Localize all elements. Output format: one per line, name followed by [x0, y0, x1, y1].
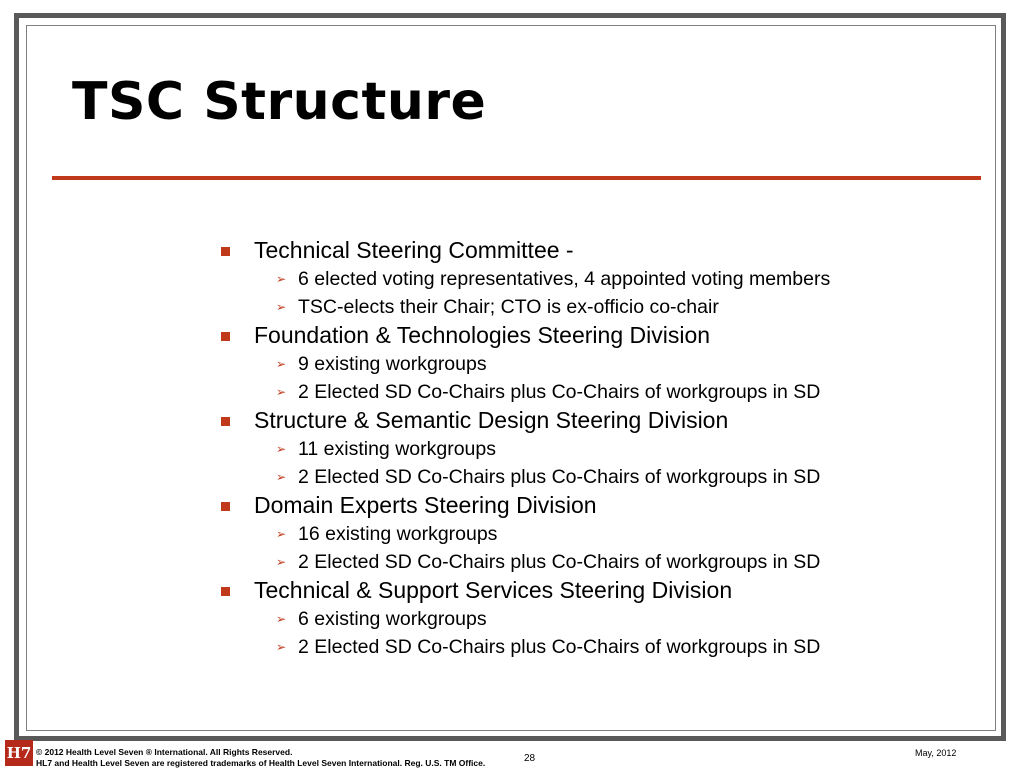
bullet-item — [214, 406, 984, 491]
sub-bullet-item — [254, 293, 984, 321]
bullet-item — [214, 321, 984, 406]
sub-bullet-item — [254, 435, 984, 463]
sub-bullet-item — [254, 605, 984, 633]
footer-date: May, 2012 — [915, 748, 957, 758]
arrow-bullet-icon: ➢ — [276, 442, 287, 456]
arrow-bullet-icon: ➢ — [276, 470, 287, 484]
arrow-bullet-icon: ➢ — [276, 300, 287, 314]
sub-bullet-item — [254, 463, 984, 491]
arrow-bullet-icon: ➢ — [276, 612, 287, 626]
page-number: 28 — [524, 753, 536, 764]
arrow-bullet-icon: ➢ — [276, 272, 287, 286]
sub-bullet-list — [254, 520, 984, 576]
sub-bullet-item — [254, 548, 984, 576]
bullet-text: Structure & Semantic Design Steering Division — [254, 407, 729, 433]
bullet-text: Domain Experts Steering Division — [254, 492, 597, 518]
sub-bullet-text: 16 existing workgroups — [298, 523, 498, 545]
square-bullet-icon — [221, 502, 230, 511]
square-bullet-icon — [221, 587, 230, 596]
bullet-item — [214, 236, 984, 321]
sub-bullet-item — [254, 350, 984, 378]
sub-bullet-item — [254, 378, 984, 406]
sub-bullet-text: 9 existing workgroups — [298, 353, 487, 375]
bullet-list — [214, 236, 984, 661]
slide-title: TSC Structure — [72, 72, 487, 132]
bullet-text: Technical Steering Committee - — [254, 237, 574, 263]
title-underline — [52, 176, 981, 180]
arrow-bullet-icon: ➢ — [276, 357, 287, 371]
sub-bullet-text: 11 existing workgroups — [298, 438, 496, 460]
sub-bullet-item — [254, 265, 984, 293]
arrow-bullet-icon: ➢ — [276, 527, 287, 541]
trademark-text: HL7 and Health Level Seven are registered trademarks of Health Level Seven International. Reg. U.S. TM Office. — [36, 758, 486, 768]
sub-bullet-list — [254, 350, 984, 406]
square-bullet-icon — [221, 247, 230, 256]
sub-bullet-text: 2 Elected SD Co-Chairs plus Co-Chairs of workgroups in SD — [298, 636, 821, 658]
copyright-text: © 2012 Health Level Seven ® International. All Rights Reserved. — [36, 747, 293, 757]
sub-bullet-item — [254, 520, 984, 548]
arrow-bullet-icon: ➢ — [276, 385, 287, 399]
bullet-text: Technical & Support Services Steering Division — [254, 577, 733, 603]
sub-bullet-text: 6 elected voting representatives, 4 appointed voting members — [298, 268, 831, 290]
sub-bullet-list — [254, 265, 984, 321]
sub-bullet-item — [254, 633, 984, 661]
arrow-bullet-icon: ➢ — [276, 640, 287, 654]
sub-bullet-text: 2 Elected SD Co-Chairs plus Co-Chairs of workgroups in SD — [298, 381, 821, 403]
footer-legal — [36, 747, 485, 769]
sub-bullet-text: 6 existing workgroups — [298, 608, 487, 630]
square-bullet-icon — [221, 332, 230, 341]
bullet-item — [214, 491, 984, 576]
sub-bullet-list — [254, 605, 984, 661]
sub-bullet-list — [254, 435, 984, 491]
square-bullet-icon — [221, 417, 230, 426]
sub-bullet-text: TSC-elects their Chair; CTO is ex-officio co-chair — [298, 296, 719, 318]
hl7-logo: H7 — [5, 740, 33, 766]
bullet-item — [214, 576, 984, 661]
sub-bullet-text: 2 Elected SD Co-Chairs plus Co-Chairs of workgroups in SD — [298, 466, 821, 488]
bullet-text: Foundation & Technologies Steering Division — [254, 322, 711, 348]
arrow-bullet-icon: ➢ — [276, 555, 287, 569]
sub-bullet-text: 2 Elected SD Co-Chairs plus Co-Chairs of workgroups in SD — [298, 551, 821, 573]
